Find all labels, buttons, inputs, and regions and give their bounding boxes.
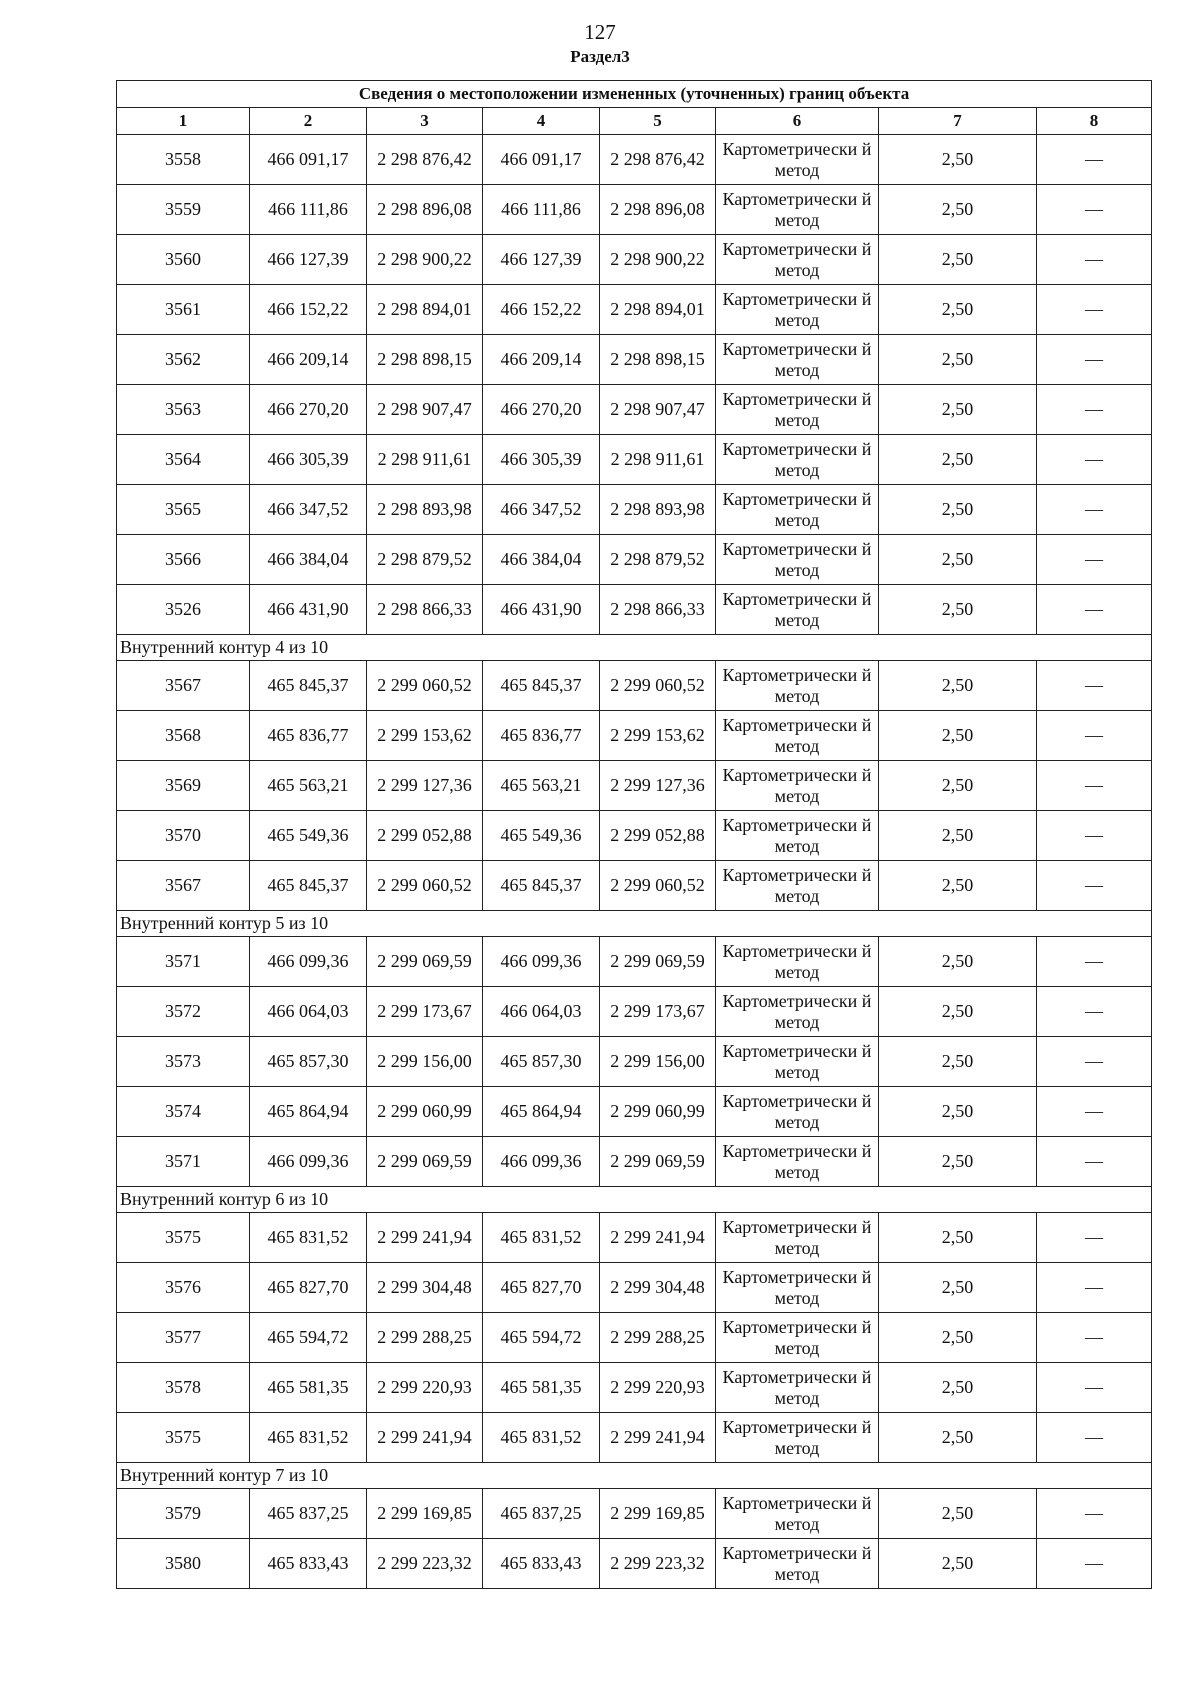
contour-label: Внутренний контур 6 из 10 (117, 1187, 1152, 1213)
table-row (117, 235, 1152, 285)
method-cell: Картометрически й метод (716, 1539, 879, 1589)
table-row (117, 1213, 1152, 1263)
accuracy-cell: 2,50 (879, 185, 1037, 235)
accuracy-cell: 2,50 (879, 861, 1037, 911)
accuracy-cell: 2,50 (879, 1313, 1037, 1363)
accuracy-cell: 2,50 (879, 1213, 1037, 1263)
x-new-cell: 466 064,03 (483, 987, 600, 1037)
x-old-cell: 466 384,04 (250, 535, 367, 585)
x-new-cell: 466 099,36 (483, 1137, 600, 1187)
table-row (117, 585, 1152, 635)
x-new-cell: 466 384,04 (483, 535, 600, 585)
method-cell: Картометрически й метод (716, 937, 879, 987)
x-new-cell: 466 305,39 (483, 435, 600, 485)
contour-header-row (117, 635, 1152, 661)
table-row (117, 761, 1152, 811)
accuracy-cell: 2,50 (879, 987, 1037, 1037)
table-row (117, 711, 1152, 761)
x-new-cell: 465 837,25 (483, 1489, 600, 1539)
point-number-cell: 3573 (117, 1037, 250, 1087)
y-new-cell: 2 299 153,62 (600, 711, 716, 761)
x-old-cell: 465 827,70 (250, 1263, 367, 1313)
method-cell: Картометрически й метод (716, 1489, 879, 1539)
table-row (117, 937, 1152, 987)
method-cell: Картометрически й метод (716, 485, 879, 535)
method-cell: Картометрически й метод (716, 1363, 879, 1413)
x-old-cell: 465 845,37 (250, 861, 367, 911)
method-cell: Картометрически й метод (716, 661, 879, 711)
accuracy-cell: 2,50 (879, 585, 1037, 635)
x-new-cell: 465 864,94 (483, 1087, 600, 1137)
y-new-cell: 2 299 220,93 (600, 1363, 716, 1413)
x-new-cell: 466 091,17 (483, 135, 600, 185)
x-new-cell: 465 563,21 (483, 761, 600, 811)
x-new-cell: 466 209,14 (483, 335, 600, 385)
method-cell: Картометрически й метод (716, 235, 879, 285)
point-number-cell: 3561 (117, 285, 250, 335)
y-old-cell: 2 299 153,62 (367, 711, 483, 761)
point-number-cell: 3575 (117, 1213, 250, 1263)
y-old-cell: 2 298 893,98 (367, 485, 483, 535)
accuracy-cell: 2,50 (879, 1363, 1037, 1413)
x-new-cell: 465 827,70 (483, 1263, 600, 1313)
method-cell: Картометрически й метод (716, 811, 879, 861)
x-old-cell: 465 831,52 (250, 1413, 367, 1463)
method-cell: Картометрически й метод (716, 335, 879, 385)
point-number-cell: 3566 (117, 535, 250, 585)
point-number-cell: 3568 (117, 711, 250, 761)
method-cell: Картометрически й метод (716, 1313, 879, 1363)
y-old-cell: 2 299 156,00 (367, 1037, 483, 1087)
boundary-coordinates-table (116, 80, 1152, 1589)
method-cell: Картометрически й метод (716, 1413, 879, 1463)
x-old-cell: 466 152,22 (250, 285, 367, 335)
y-new-cell: 2 298 893,98 (600, 485, 716, 535)
y-new-cell: 2 299 241,94 (600, 1213, 716, 1263)
table-row (117, 135, 1152, 185)
table-row (117, 1313, 1152, 1363)
y-new-cell: 2 299 223,32 (600, 1539, 716, 1589)
x-new-cell: 465 857,30 (483, 1037, 600, 1087)
x-new-cell: 465 833,43 (483, 1539, 600, 1589)
x-old-cell: 466 099,36 (250, 1137, 367, 1187)
y-old-cell: 2 298 879,52 (367, 535, 483, 585)
table-row (117, 1263, 1152, 1313)
point-number-cell: 3572 (117, 987, 250, 1037)
method-cell: Картометрически й метод (716, 987, 879, 1037)
column-number: 3 (367, 108, 483, 135)
accuracy-cell: 2,50 (879, 1539, 1037, 1589)
point-number-cell: 3571 (117, 1137, 250, 1187)
accuracy-cell: 2,50 (879, 1489, 1037, 1539)
x-new-cell: 465 831,52 (483, 1213, 600, 1263)
y-old-cell: 2 299 060,52 (367, 861, 483, 911)
description-cell: — (1037, 1363, 1152, 1413)
table-row (117, 335, 1152, 385)
y-new-cell: 2 298 900,22 (600, 235, 716, 285)
method-cell: Картометрически й метод (716, 1087, 879, 1137)
contour-label: Внутренний контур 5 из 10 (117, 911, 1152, 937)
method-cell: Картометрически й метод (716, 435, 879, 485)
y-new-cell: 2 298 894,01 (600, 285, 716, 335)
contour-header-row (117, 1463, 1152, 1489)
column-number: 1 (117, 108, 250, 135)
y-old-cell: 2 298 896,08 (367, 185, 483, 235)
contour-label: Внутренний контур 4 из 10 (117, 635, 1152, 661)
accuracy-cell: 2,50 (879, 1037, 1037, 1087)
accuracy-cell: 2,50 (879, 435, 1037, 485)
x-old-cell: 466 064,03 (250, 987, 367, 1037)
method-cell: Картометрически й метод (716, 135, 879, 185)
y-new-cell: 2 299 241,94 (600, 1413, 716, 1463)
y-old-cell: 2 299 060,52 (367, 661, 483, 711)
description-cell: — (1037, 585, 1152, 635)
method-cell: Картометрически й метод (716, 585, 879, 635)
x-old-cell: 465 845,37 (250, 661, 367, 711)
accuracy-cell: 2,50 (879, 285, 1037, 335)
point-number-cell: 3526 (117, 585, 250, 635)
table-row (117, 1539, 1152, 1589)
y-old-cell: 2 298 866,33 (367, 585, 483, 635)
point-number-cell: 3564 (117, 435, 250, 485)
table-row (117, 1489, 1152, 1539)
y-old-cell: 2 299 069,59 (367, 1137, 483, 1187)
x-old-cell: 466 111,86 (250, 185, 367, 235)
table-row (117, 1363, 1152, 1413)
description-cell: — (1037, 1489, 1152, 1539)
description-cell: — (1037, 535, 1152, 585)
y-new-cell: 2 298 907,47 (600, 385, 716, 435)
description-cell: — (1037, 285, 1152, 335)
accuracy-cell: 2,50 (879, 235, 1037, 285)
section-title: Раздел3 (570, 47, 630, 66)
x-old-cell: 465 594,72 (250, 1313, 367, 1363)
table-row (117, 435, 1152, 485)
description-cell: — (1037, 711, 1152, 761)
method-cell: Картометрически й метод (716, 761, 879, 811)
description-cell: — (1037, 937, 1152, 987)
accuracy-cell: 2,50 (879, 1413, 1037, 1463)
x-old-cell: 466 209,14 (250, 335, 367, 385)
description-cell: — (1037, 1413, 1152, 1463)
point-number-cell: 3567 (117, 861, 250, 911)
accuracy-cell: 2,50 (879, 485, 1037, 535)
description-cell: — (1037, 135, 1152, 185)
x-old-cell: 465 563,21 (250, 761, 367, 811)
description-cell: — (1037, 861, 1152, 911)
table-row (117, 661, 1152, 711)
description-cell: — (1037, 1263, 1152, 1313)
x-new-cell: 465 581,35 (483, 1363, 600, 1413)
x-old-cell: 465 836,77 (250, 711, 367, 761)
point-number-cell: 3558 (117, 135, 250, 185)
y-new-cell: 2 298 911,61 (600, 435, 716, 485)
y-new-cell: 2 299 169,85 (600, 1489, 716, 1539)
description-cell: — (1037, 987, 1152, 1037)
x-new-cell: 465 845,37 (483, 661, 600, 711)
accuracy-cell: 2,50 (879, 761, 1037, 811)
y-new-cell: 2 299 156,00 (600, 1037, 716, 1087)
y-new-cell: 2 298 898,15 (600, 335, 716, 385)
page-number: 127 (584, 20, 616, 44)
contour-label: Внутренний контур 7 из 10 (117, 1463, 1152, 1489)
x-old-cell: 466 091,17 (250, 135, 367, 185)
point-number-cell: 3569 (117, 761, 250, 811)
y-new-cell: 2 299 060,99 (600, 1087, 716, 1137)
description-cell: — (1037, 435, 1152, 485)
x-old-cell: 465 581,35 (250, 1363, 367, 1413)
contour-header-row (117, 911, 1152, 937)
table-row (117, 1413, 1152, 1463)
y-new-cell: 2 299 069,59 (600, 1137, 716, 1187)
x-new-cell: 465 549,36 (483, 811, 600, 861)
y-old-cell: 2 299 069,59 (367, 937, 483, 987)
x-new-cell: 466 270,20 (483, 385, 600, 435)
table-title-row (117, 81, 1152, 108)
y-old-cell: 2 299 241,94 (367, 1213, 483, 1263)
description-cell: — (1037, 1213, 1152, 1263)
y-old-cell: 2 299 060,99 (367, 1087, 483, 1137)
accuracy-cell: 2,50 (879, 1263, 1037, 1313)
y-old-cell: 2 299 127,36 (367, 761, 483, 811)
x-new-cell: 466 099,36 (483, 937, 600, 987)
table-row (117, 1087, 1152, 1137)
point-number-cell: 3576 (117, 1263, 250, 1313)
y-old-cell: 2 299 220,93 (367, 1363, 483, 1413)
table-row (117, 1037, 1152, 1087)
y-old-cell: 2 298 898,15 (367, 335, 483, 385)
table-row (117, 987, 1152, 1037)
x-new-cell: 465 594,72 (483, 1313, 600, 1363)
accuracy-cell: 2,50 (879, 385, 1037, 435)
y-new-cell: 2 299 173,67 (600, 987, 716, 1037)
table-row (117, 1137, 1152, 1187)
accuracy-cell: 2,50 (879, 135, 1037, 185)
x-old-cell: 465 549,36 (250, 811, 367, 861)
method-cell: Картометрически й метод (716, 185, 879, 235)
y-new-cell: 2 299 069,59 (600, 937, 716, 987)
point-number-cell: 3563 (117, 385, 250, 435)
description-cell: — (1037, 1087, 1152, 1137)
method-cell: Картометрически й метод (716, 1137, 879, 1187)
column-number: 4 (483, 108, 600, 135)
y-new-cell: 2 298 866,33 (600, 585, 716, 635)
y-new-cell: 2 298 876,42 (600, 135, 716, 185)
description-cell: — (1037, 761, 1152, 811)
table-body (117, 135, 1152, 1589)
x-new-cell: 466 431,90 (483, 585, 600, 635)
point-number-cell: 3560 (117, 235, 250, 285)
x-new-cell: 466 111,86 (483, 185, 600, 235)
column-number-row (117, 108, 1152, 135)
x-new-cell: 465 836,77 (483, 711, 600, 761)
table-row (117, 485, 1152, 535)
x-old-cell: 466 099,36 (250, 937, 367, 987)
column-number: 6 (716, 108, 879, 135)
y-new-cell: 2 299 060,52 (600, 661, 716, 711)
y-new-cell: 2 299 060,52 (600, 861, 716, 911)
accuracy-cell: 2,50 (879, 937, 1037, 987)
x-new-cell: 465 831,52 (483, 1413, 600, 1463)
x-old-cell: 466 127,39 (250, 235, 367, 285)
point-number-cell: 3574 (117, 1087, 250, 1137)
point-number-cell: 3559 (117, 185, 250, 235)
x-old-cell: 466 431,90 (250, 585, 367, 635)
column-number: 5 (600, 108, 716, 135)
y-new-cell: 2 299 304,48 (600, 1263, 716, 1313)
description-cell: — (1037, 235, 1152, 285)
contour-header-row (117, 1187, 1152, 1213)
point-number-cell: 3580 (117, 1539, 250, 1589)
x-new-cell: 466 152,22 (483, 285, 600, 335)
description-cell: — (1037, 485, 1152, 535)
point-number-cell: 3577 (117, 1313, 250, 1363)
y-new-cell: 2 299 052,88 (600, 811, 716, 861)
method-cell: Картометрически й метод (716, 1037, 879, 1087)
method-cell: Картометрически й метод (716, 711, 879, 761)
x-new-cell: 465 845,37 (483, 861, 600, 911)
point-number-cell: 3570 (117, 811, 250, 861)
table-row (117, 811, 1152, 861)
x-old-cell: 465 857,30 (250, 1037, 367, 1087)
y-old-cell: 2 299 304,48 (367, 1263, 483, 1313)
accuracy-cell: 2,50 (879, 711, 1037, 761)
table-row (117, 535, 1152, 585)
column-number: 2 (250, 108, 367, 135)
column-number: 7 (879, 108, 1037, 135)
x-old-cell: 465 837,25 (250, 1489, 367, 1539)
method-cell: Картометрически й метод (716, 285, 879, 335)
y-old-cell: 2 299 173,67 (367, 987, 483, 1037)
description-cell: — (1037, 1037, 1152, 1087)
y-old-cell: 2 298 876,42 (367, 135, 483, 185)
accuracy-cell: 2,50 (879, 535, 1037, 585)
table-row (117, 185, 1152, 235)
accuracy-cell: 2,50 (879, 811, 1037, 861)
x-old-cell: 466 347,52 (250, 485, 367, 535)
description-cell: — (1037, 335, 1152, 385)
description-cell: — (1037, 1539, 1152, 1589)
method-cell: Картометрически й метод (716, 1213, 879, 1263)
description-cell: — (1037, 661, 1152, 711)
y-old-cell: 2 298 907,47 (367, 385, 483, 435)
y-old-cell: 2 299 169,85 (367, 1489, 483, 1539)
accuracy-cell: 2,50 (879, 1087, 1037, 1137)
y-old-cell: 2 299 223,32 (367, 1539, 483, 1589)
accuracy-cell: 2,50 (879, 661, 1037, 711)
point-number-cell: 3571 (117, 937, 250, 987)
method-cell: Картометрически й метод (716, 861, 879, 911)
y-old-cell: 2 299 288,25 (367, 1313, 483, 1363)
method-cell: Картометрически й метод (716, 535, 879, 585)
description-cell: — (1037, 385, 1152, 435)
x-old-cell: 465 864,94 (250, 1087, 367, 1137)
y-new-cell: 2 299 127,36 (600, 761, 716, 811)
x-old-cell: 466 270,20 (250, 385, 367, 435)
point-number-cell: 3567 (117, 661, 250, 711)
y-old-cell: 2 298 894,01 (367, 285, 483, 335)
y-old-cell: 2 298 911,61 (367, 435, 483, 485)
point-number-cell: 3565 (117, 485, 250, 535)
accuracy-cell: 2,50 (879, 1137, 1037, 1187)
point-number-cell: 3579 (117, 1489, 250, 1539)
method-cell: Картометрически й метод (716, 1263, 879, 1313)
y-new-cell: 2 298 879,52 (600, 535, 716, 585)
x-new-cell: 466 127,39 (483, 235, 600, 285)
table-row (117, 285, 1152, 335)
x-old-cell: 466 305,39 (250, 435, 367, 485)
y-new-cell: 2 298 896,08 (600, 185, 716, 235)
y-old-cell: 2 299 052,88 (367, 811, 483, 861)
x-old-cell: 465 831,52 (250, 1213, 367, 1263)
description-cell: — (1037, 811, 1152, 861)
point-number-cell: 3578 (117, 1363, 250, 1413)
point-number-cell: 3562 (117, 335, 250, 385)
point-number-cell: 3575 (117, 1413, 250, 1463)
x-old-cell: 465 833,43 (250, 1539, 367, 1589)
y-old-cell: 2 298 900,22 (367, 235, 483, 285)
table-title: Сведения о местоположении измененных (уточненных) границ объекта (117, 81, 1152, 108)
y-old-cell: 2 299 241,94 (367, 1413, 483, 1463)
accuracy-cell: 2,50 (879, 335, 1037, 385)
description-cell: — (1037, 1313, 1152, 1363)
method-cell: Картометрически й метод (716, 385, 879, 435)
table-row (117, 385, 1152, 435)
description-cell: — (1037, 1137, 1152, 1187)
y-new-cell: 2 299 288,25 (600, 1313, 716, 1363)
table-row (117, 861, 1152, 911)
description-cell: — (1037, 185, 1152, 235)
x-new-cell: 466 347,52 (483, 485, 600, 535)
column-number: 8 (1037, 108, 1152, 135)
